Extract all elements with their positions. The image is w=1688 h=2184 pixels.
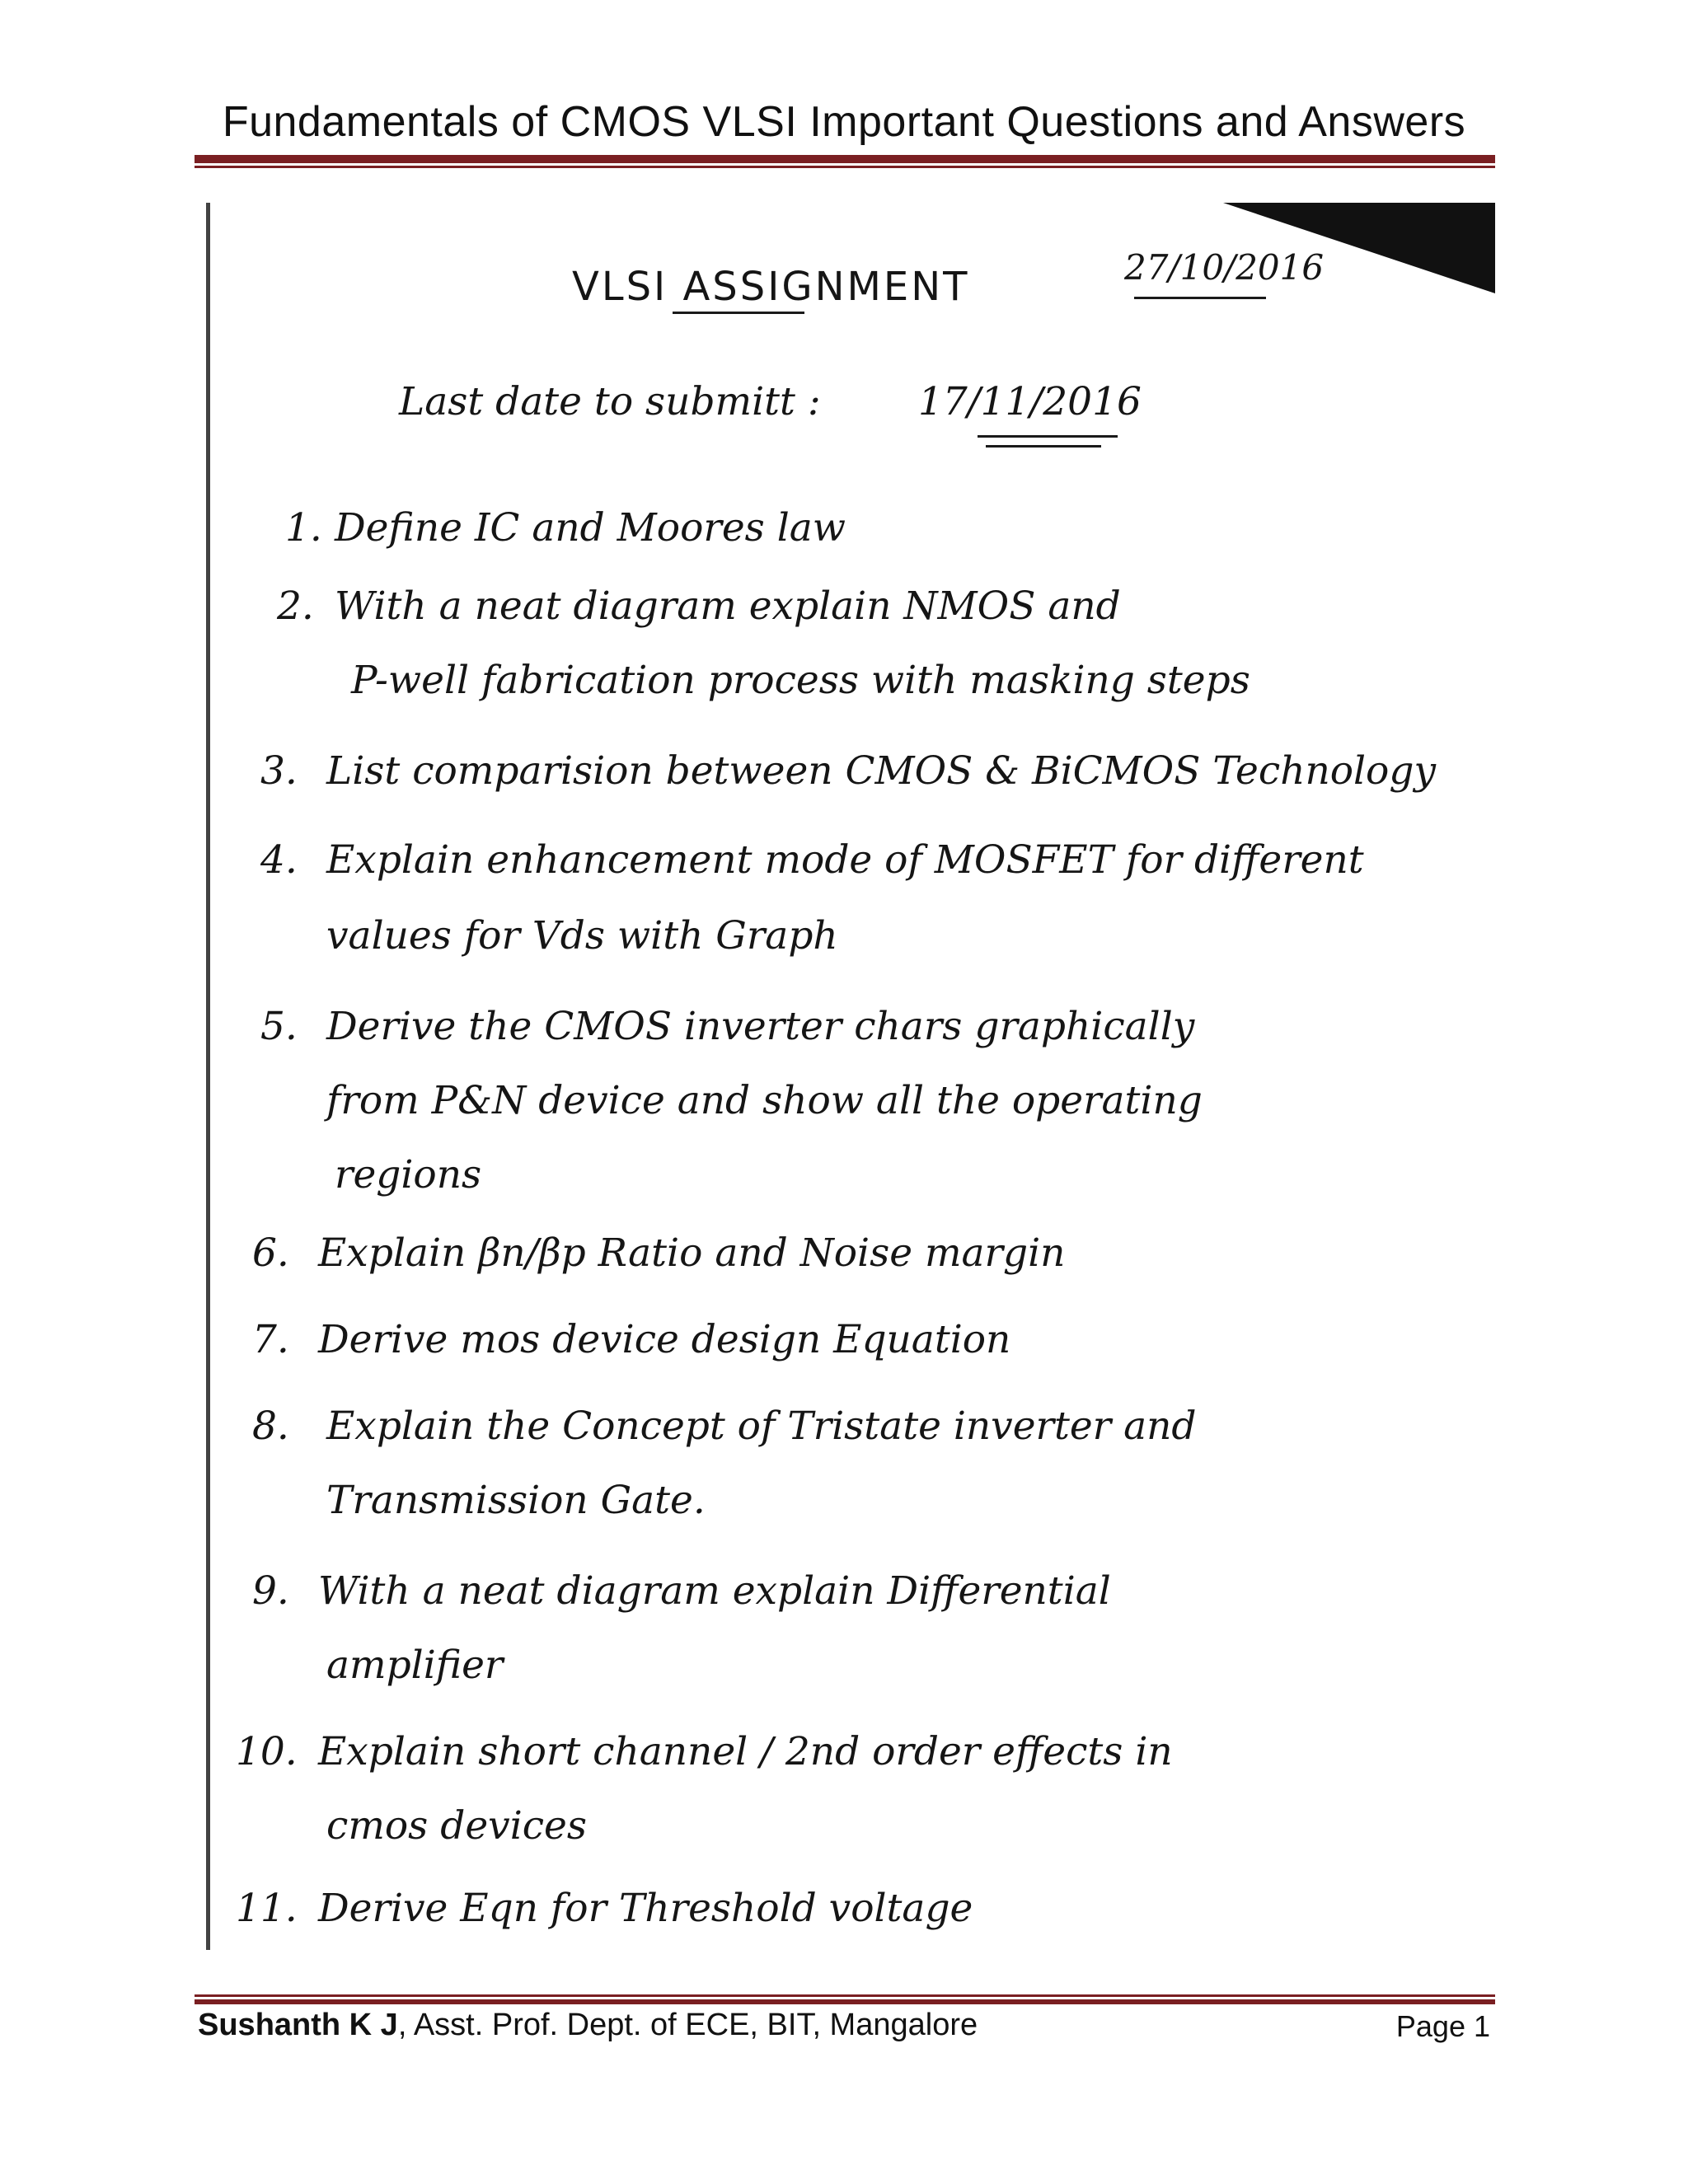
last-date-value: 17/11/2016 — [918, 379, 1142, 424]
assignment-title: VLSI ASSIGNMENT — [572, 264, 970, 310]
page-number: Page 1 — [1395, 2009, 1490, 2043]
question-number: 9. — [252, 1568, 289, 1614]
question-text: With a neat diagram explain NMOS and — [335, 583, 1121, 629]
last-date-underline-1 — [978, 435, 1118, 438]
question-number: 10. — [236, 1729, 298, 1774]
page-header-title: Fundamentals of CMOS VLSI Important Questions and Answers — [222, 98, 1466, 146]
last-date-label: Last date to submitt : — [399, 379, 821, 424]
assignment-date: 27/10/2016 — [1124, 247, 1325, 288]
question-text-cont: P-well fabrication process with masking steps — [351, 658, 1250, 703]
footer-author — [198, 2008, 978, 2043]
author-name: Sushanth K J — [198, 2008, 398, 2042]
question-number: 4. — [260, 837, 298, 883]
question-text: Explain the Concept of Tristate inverter and — [326, 1404, 1197, 1449]
question-text-cont: Transmission Gate. — [326, 1478, 706, 1523]
question-text-cont: from P&N device and show all the operating — [326, 1078, 1203, 1123]
question-text: List comparision between CMOS & BiCMOS Technology — [326, 748, 1436, 794]
header-rule-thick — [195, 155, 1495, 163]
question-text-cont: cmos devices — [326, 1803, 587, 1849]
question-text: Explain short channel / 2nd order effects in — [318, 1729, 1173, 1774]
author-affiliation: , Asst. Prof. Dept. of ECE, BIT, Mangalore — [397, 2008, 978, 2042]
title-underline — [673, 312, 804, 314]
date-underline — [1134, 297, 1266, 299]
question-text-cont: values for Vds with Graph — [326, 913, 838, 958]
question-text: Derive the CMOS inverter chars graphically — [326, 1004, 1195, 1049]
scan-left-edge — [206, 203, 210, 1950]
question-text: Explain βn/βp Ratio and Noise margin — [318, 1230, 1066, 1276]
question-text: With a neat diagram explain Differential — [318, 1568, 1111, 1614]
footer-rule-thin — [195, 1994, 1495, 1997]
question-text: Define IC and Moores law — [335, 505, 846, 551]
question-text: Explain enhancement mode of MOSFET for different — [326, 837, 1364, 883]
question-text-cont: amplifier — [326, 1643, 504, 1688]
question-number: 2. — [277, 583, 314, 629]
question-number: 6. — [252, 1230, 289, 1276]
question-number: 7. — [252, 1317, 289, 1362]
question-number: 8. — [252, 1404, 289, 1449]
question-number: 3. — [260, 748, 298, 794]
question-number: 1. — [285, 505, 322, 551]
question-number: 11. — [236, 1886, 298, 1931]
question-text-cont: regions — [335, 1152, 482, 1197]
handwritten-scan — [203, 196, 1495, 1968]
question-text: Derive mos device design Equation — [318, 1317, 1011, 1362]
footer-rule-thick — [195, 1999, 1495, 2004]
question-text: Derive Eqn for Threshold voltage — [318, 1886, 973, 1931]
question-number: 5. — [260, 1004, 298, 1049]
header-rule-thin — [195, 166, 1495, 168]
last-date-underline-2 — [986, 445, 1101, 448]
